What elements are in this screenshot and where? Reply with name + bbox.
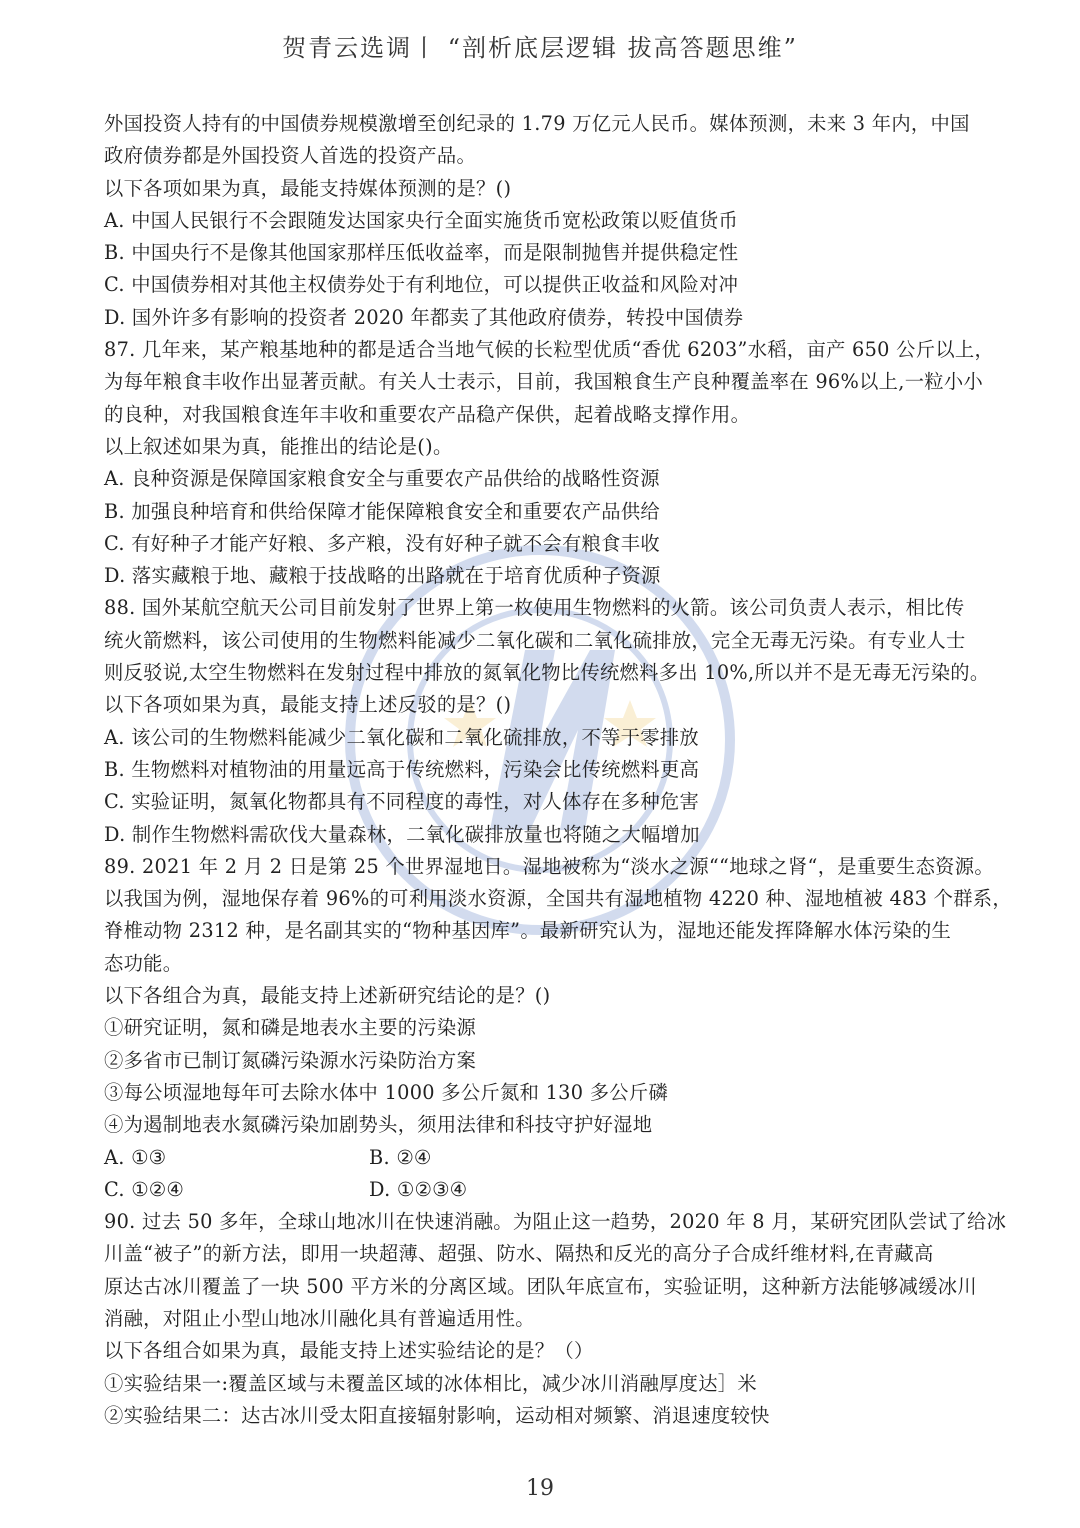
answer-option: A. ①③ [104, 1145, 167, 1169]
text-line: 89. 2021 年 2 月 2 日是第 25 个世界湿地日。湿地被称为“淡水之源““地球之肾“，是重要生态资源。 [104, 854, 994, 878]
text-line: 则反驳说,太空生物燃料在发射过程中排放的氮氧化物比传统燃料多出 10%,所以并不是无毒无污染的。 [104, 661, 990, 685]
text-line: D. 落实藏粮于地、藏粮于技战略的出路就在于培育优质种子资源 [104, 564, 661, 588]
text-line: ③每公顷湿地每年可去除水体中 1000 多公斤氮和 130 多公斤磷 [104, 1080, 669, 1104]
text-line: 川盖“被子”的新方法，即用一块超薄、超强、防水、隔热和反光的高分子合成纤维材料,在青藏高 [104, 1242, 934, 1266]
text-line: 脊椎动物 2312 种，是名副其实的“物种基因库”。最新研究认为，湿地还能发挥降解水体污染的生 [104, 919, 952, 943]
text-line: 87. 几年来，某产粮基地种的都是适合当地气候的长粒型优质“香优 6203”水稻，亩产 650 公斤以上， [104, 338, 995, 362]
text-line: ②多省市已制订氮磷污染源水污染防治方案 [104, 1048, 477, 1072]
text-line: 消融，对阻止小型山地冰川融化具有普遍适用性。 [104, 1306, 535, 1330]
text-line: ①研究证明，氮和磷是地表水主要的污染源 [104, 1016, 477, 1040]
text-line: 的良种，对我国粮食连年丰收和重要农产品稳产保供，起着战略支撑作用。 [104, 402, 751, 426]
option-row [104, 1174, 1004, 1206]
text-line: B. 中国央行不是像其他国家那样压低收益率，而是限制抛售并提供稳定性 [104, 241, 739, 265]
text-line: 态功能。 [104, 951, 183, 975]
text-line: 为每年粮食丰收作出显著贡献。有关人士表示，目前，我国粮食生产良种覆盖率在 96%以上,一粒小小 [104, 370, 984, 394]
text-line: ②实验结果二：达古冰川受太阳直接辐射影响，运动相对频繁、消退速度较快 [104, 1403, 770, 1427]
text-line: 统火箭燃料，该公司使用的生物燃料能减少二氧化碳和二氧化硫排放，完全无毒无污染。有专业人士 [104, 628, 966, 652]
page-number: 19 [526, 1476, 554, 1501]
text-line: 以上叙述如果为真，能推出的结论是()。 [104, 434, 453, 458]
text-line: B. 加强良种培育和供给保障才能保障粮食安全和重要农产品供给 [104, 499, 661, 523]
text-line: 政府债券都是外国投资人首选的投资产品。 [104, 144, 477, 168]
text-line: 以我国为例，湿地保存着 96%的可利用淡水资源，全国共有湿地植物 4220 种、湿地植被 483 个群系， [104, 887, 1012, 911]
text-line: 以下各项如果为真，最能支持上述反驳的是？() [104, 693, 512, 717]
answer-option: B. ②④ [369, 1145, 432, 1169]
text-line: 原达古冰川覆盖了一块 500 平方米的分离区域。团队年底宣布，实验证明，这种新方法能够减缓冰川 [104, 1274, 977, 1298]
text-line: C. 有好种子才能产好粮、多产粮，没有好种子就不会有粮食丰收 [104, 531, 660, 555]
text-line: A. 中国人民银行不会跟随发达国家央行全面实施货币宽松政策以贬值货币 [104, 208, 739, 232]
text-line: 以下各项如果为真，最能支持媒体预测的是？() [104, 176, 512, 200]
text-line: 90. 过去 50 多年，全球山地冰川在快速消融。为阻止这一趋势，2020 年 8 月，某研究团队尝试了给冰 [104, 1210, 1007, 1234]
text-line: A. 良种资源是保障国家粮食安全与重要农产品供给的战略性资源 [104, 467, 660, 491]
text-line: D. 国外许多有影响的投资者 2020 年都卖了其他政府债券，转投中国债券 [104, 305, 744, 329]
text-line: B. 生物燃料对植物油的用量远高于传统燃料，污染会比传统燃料更高 [104, 757, 700, 781]
text-line: C. 实验证明，氮氧化物都具有不同程度的毒性，对人体存在多种危害 [104, 790, 700, 814]
page-header-title: 贺青云选调丨 “剖析底层逻辑 拔高答题思维” [282, 34, 798, 62]
text-line: 以下各组合如果为真，最能支持上述实验结论的是？（） [104, 1339, 594, 1363]
text-line: 外国投资人持有的中国债券规模激增至创纪录的 1.79 万亿元人民币。媒体预测，未来 3 年内，中国 [104, 112, 970, 135]
text-line: 88. 国外某航空航天公司目前发射了世界上第一枚使用生物燃料的火箭。该公司负责人表示，相比传 [104, 596, 965, 620]
text-line: ④为遏制地表水氮磷污染加剧势头，须用法律和科技守护好湿地 [104, 1113, 653, 1137]
answer-option: D. ①②③④ [369, 1177, 468, 1201]
text-line: A. 该公司的生物燃料能减少二氧化碳和二氧化硫排放，不等于零排放 [104, 725, 699, 749]
text-line: ①实验结果一:覆盖区域与未覆盖区域的冰体相比，减少冰川消融厚度达］米 [104, 1371, 757, 1395]
text-line: C. 中国债券相对其他主权债券处于有利地位，可以提供正收益和风险对冲 [104, 273, 739, 297]
answer-option: C. ①②④ [104, 1177, 184, 1201]
text-line: 以下各组合为真，最能支持上述新研究结论的是？() [104, 984, 551, 1008]
text-line: D. 制作生物燃料需砍伐大量森林，二氧化碳排放量也将随之大幅增加 [104, 822, 700, 846]
document-body [104, 108, 1012, 1432]
option-row [104, 1142, 1004, 1174]
